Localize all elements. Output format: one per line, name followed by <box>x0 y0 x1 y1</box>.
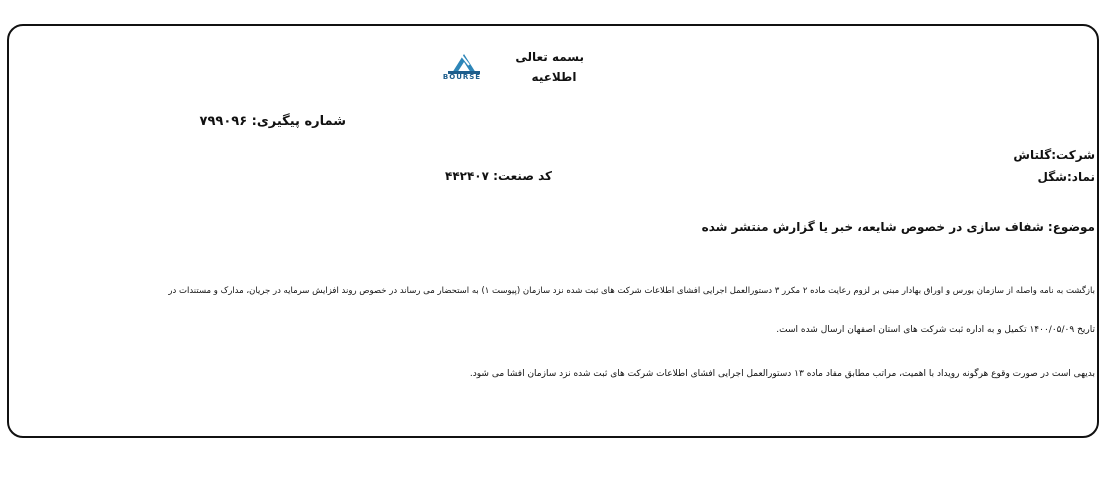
bourse-logo <box>436 51 488 93</box>
logo-text: BOURSE <box>442 73 482 81</box>
industry-code <box>422 169 552 183</box>
symbol-line <box>1037 170 1095 184</box>
symbol-label: نماد: <box>1066 170 1095 184</box>
tracking-number <box>199 114 346 129</box>
header-line-2: اطلاعیه <box>531 70 577 84</box>
tracking-label: شماره پیگیری: <box>251 114 346 129</box>
logo-mark-icon <box>436 51 488 75</box>
company-value: گلتاش <box>1013 148 1052 162</box>
subject-line: موضوع: شفاف سازی در خصوص شایعه، خبر یا گزارش منتشر شده <box>701 220 1095 234</box>
industry-code-label: کد صنعت: <box>493 169 552 183</box>
body-paragraph-3: بدیهی است در صورت وقوع هرگونه رویداد با اهمیت، مراتب مطابق مفاد ماده ۱۳ دستورالعمل اجرایی افشای اطلاعات شرکت های ثبت شده نزد سازمان افشا می شود. <box>469 369 1095 379</box>
body-paragraph-1: بازگشت به نامه واصله از سازمان بورس و اوراق بهادار مبنی بر لزوم رعایت ماده ۲ مکرر ۳ دستورالعمل اجرایی افشای اطلاعات شرکت های ثبت شده نزد سازمان (پیوست ۱) به استحضار می رساند در خصوص روند افزایش سرمایه در جریان، مدارک و مستندات در <box>168 286 1095 296</box>
industry-code-value: ۴۴۲۴۰۷ <box>445 169 489 183</box>
company-line <box>1013 148 1095 162</box>
symbol-value: شگل <box>1037 170 1067 184</box>
tracking-value: ۷۹۹۰۹۶ <box>199 114 248 129</box>
header-line-1: بسمه تعالی <box>515 50 584 64</box>
body-paragraph-2: تاریخ ۱۴۰۰/۰۵/۰۹ تکمیل و به اداره ثبت شرکت های استان اصفهان ارسال شده است. <box>776 325 1095 335</box>
company-label: شرکت: <box>1051 148 1095 162</box>
